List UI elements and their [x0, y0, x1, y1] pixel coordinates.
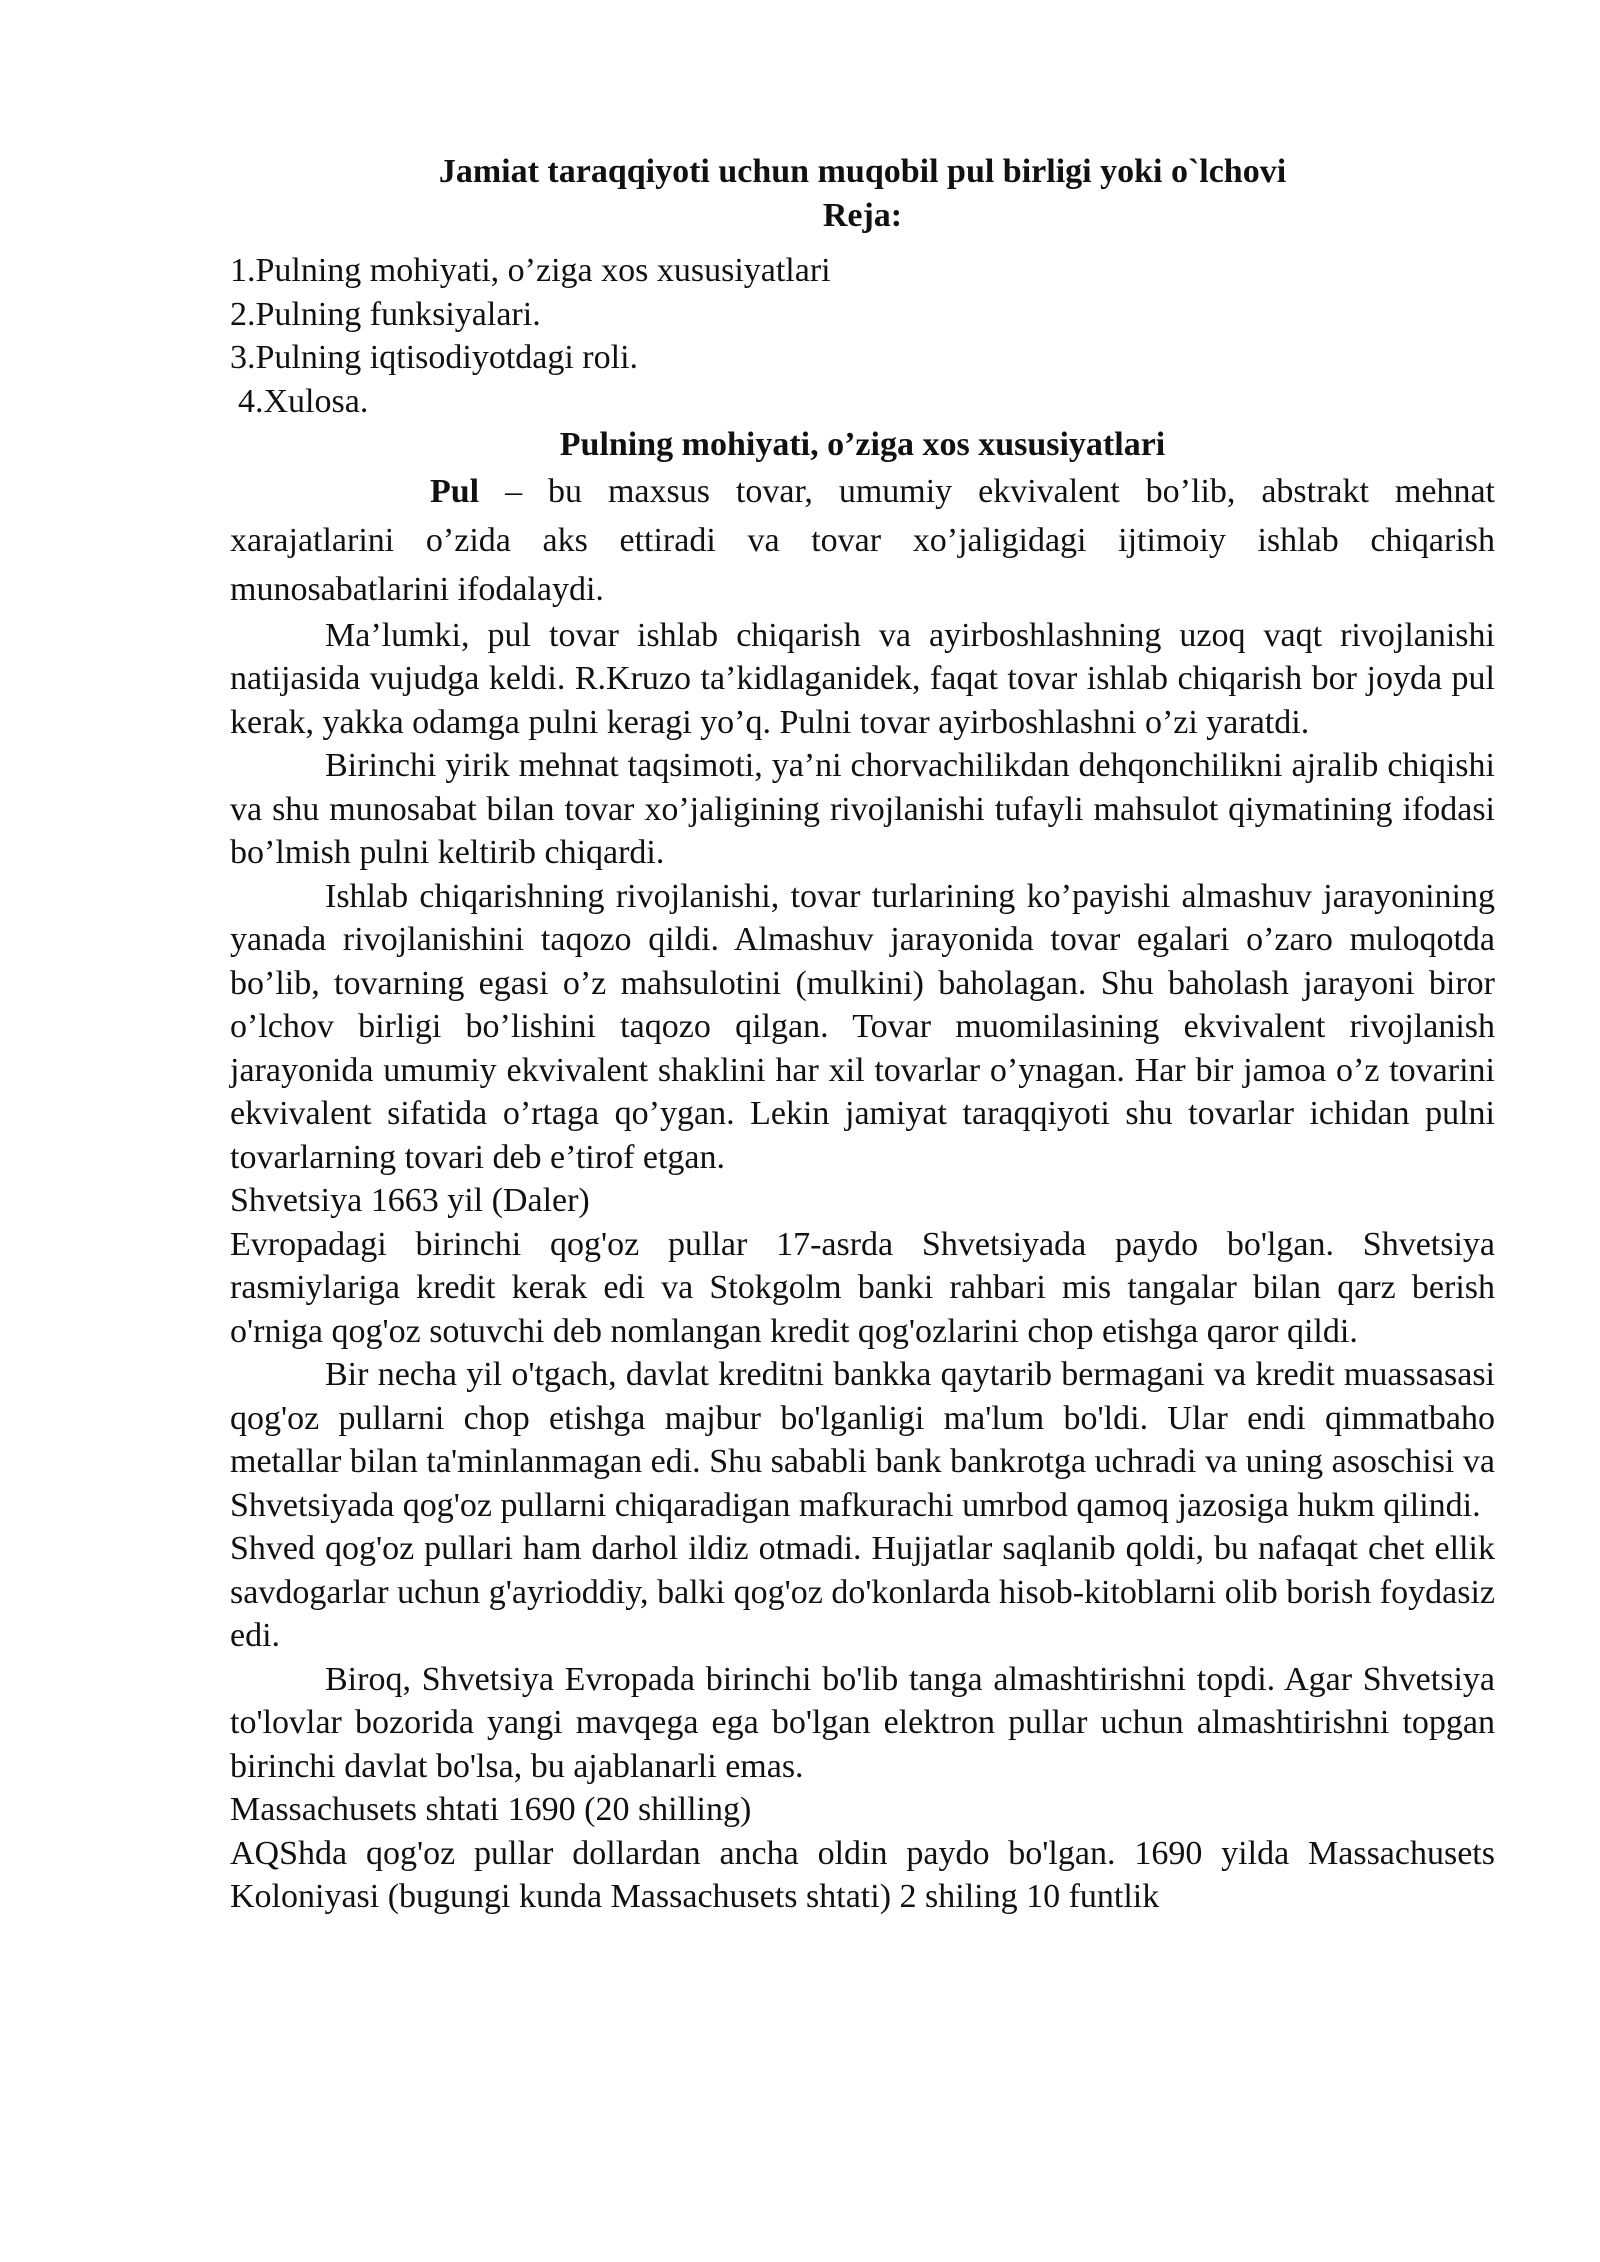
plan-heading: Reja:	[822, 196, 903, 234]
body-paragraph: Shved qog'oz pullari ham darhol ildiz otmadi. Hujjatlar saqlanib qoldi, bu nafaqat chet ellik savdogarlar uchun g'ayrioddiy, balki qog'oz do'konlarda hisob-kitoblarni olib borish foydasiz edi.	[230, 1530, 1495, 1654]
body-paragraph: Birinchi yirik mehnat taqsimoti, ya’ni chorvachilikdan dehqonchilikni ajralib chiqishi va shu munosabat bilan tovar xo’jaligining rivojlanishi tufayli mahsulot qiymatining ifodasi bo’lmish pulni keltirib chiqardi.	[230, 747, 1495, 871]
plan-list	[230, 249, 1495, 423]
plan-item: 2.Pulning funksiyalari.	[230, 295, 541, 333]
body-paragraph: Ma’lumki, pul tovar ishlab chiqarish va ayirboshlashning uzoq vaqt rivojlanishi natijasida vujudga keldi. R.Kruzo ta’kidlaganidek, faqat tovar ishlab chiqarish bor joyda pul kerak, yakka odamga pulni keragi yo’q. Pulni tovar ayirboshlashni o’zi yaratdi.	[230, 616, 1495, 741]
body-paragraph: Evropadagi birinchi qog'oz pullar 17-asrda Shvetsiyada paydo bo'lgan. Shvetsiya rasmiylariga kredit kerak edi va Stokgolm banki rahbari mis tangalar bilan qarz berish o'rniga qog'oz sotuvchi deb nomlangan kredit qog'ozlarini chop etishga qaror qildi.	[230, 1225, 1495, 1350]
plan-item: 4.Xulosa.	[238, 382, 369, 420]
sweden-subheading: Shvetsiya 1663 yil (Daler)	[230, 1182, 590, 1219]
document-page	[230, 150, 1495, 1919]
body-paragraph: Ishlab chiqarishning rivojlanishi, tovar turlarining ko’payishi almashuv jarayonining yanada rivojlanishini taqozo qildi. Almashuv jarayonida tovar egalari o’zaro muloqotda bo’lib, tovarning egasi o’z mahsulotini (mulkini) baholagan. Shu baholash jarayoni biror o’lchov birligi bo’lishini taqozo qilgan. Tovar muomilasining ekvivalent rivojlanish jarayonida umumiy ekvivalent shaklini har xil tovarlar o’ynagan. Har bir jamoa o’z tovarini ekvivalent sifatida o’rtaga qo’ygan. Lekin jamiyat taraqqiyoti shu tovarlar ichidan pulni tovarlarning tovari deb e’tirof etgan.	[230, 877, 1495, 1176]
intro-paragraph	[230, 467, 1495, 614]
intro-definition: – bu maxsus tovar, umumiy ekvivalent bo’lib, abstrakt mehnat xarajatlarini o’zida aks ettiradi va tovar xo’jaligidagi ijtimoiy ishlab chiqarish munosabatlarini ifodalaydi.	[230, 472, 1495, 608]
section-heading: Pulning mohiyati, o’ziga xos xususiyatlari	[559, 426, 1166, 463]
body-paragraph: Biroq, Shvetsiya Evropada birinchi bo'lib tanga almashtirishni topdi. Agar Shvetsiya to'lovlar bozorida yangi mavqega ega bo'lgan elektron pullar uchun almashtirishni topgan birinchi davlat bo'lsa, bu ajablanarli emas.	[230, 1660, 1495, 1785]
body-paragraph: AQShda qog'oz pullar dollardan ancha oldin paydo bo'lgan. 1690 yilda Massachusets Koloniyasi (bugungi kunda Massachusets shtati) 2 shiling 10 funtlik	[230, 1834, 1495, 1915]
massachusetts-subheading: Massachusets shtati 1690 (20 shilling)	[230, 1791, 752, 1828]
body-paragraph: Bir necha yil o'tgach, davlat kreditni bankka qaytarib bermagani va kredit muassasasi qog'oz pullarni chop etishga majbur bo'lganligi ma'lum bo'ldi. Ular endi qimmatbaho metallar bilan ta'minlanmagan edi. Shu sababli bank bankrotga uchradi va uning asoschisi va Shvetsiyada qog'oz pullarni chiqaradigan mafkurachi umrbod qamoq jazosiga hukm qilindi.	[230, 1356, 1495, 1524]
intro-lead-term: Pul	[430, 472, 480, 510]
document-title: Jamiat taraqqiyoti uchun muqobil pul birligi yoki o`lchovi	[438, 153, 1287, 190]
plan-item: 3.Pulning iqtisodiyotdagi roli.	[230, 339, 639, 376]
plan-item: 1.Pulning mohiyati, o’ziga xos xususiyatlari	[230, 252, 831, 289]
